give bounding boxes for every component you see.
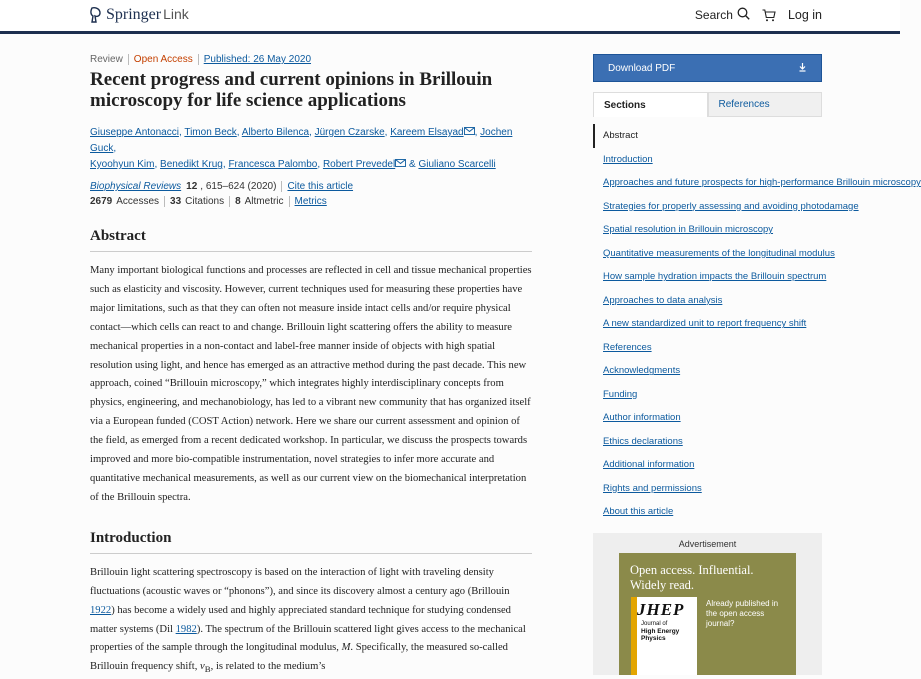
author-link[interactable]: Robert Prevedel (322, 159, 396, 170)
journal-volume: 12 (186, 181, 198, 192)
divider (289, 196, 290, 207)
toc-item[interactable]: Quantitative measurements of the longitudinal modulus (603, 247, 835, 259)
toc-item[interactable]: About this article (603, 506, 674, 518)
journal-link[interactable]: Biophysical Reviews (90, 181, 182, 192)
intro-part: ) has become a widely used and highly appreciated standard technique for studying condensed matter systems (Dil (90, 604, 511, 635)
toc-item[interactable]: How sample hydration impacts the Brillouin spectrum (603, 271, 827, 283)
article-sidebar (593, 54, 921, 524)
divider (281, 181, 282, 192)
jhep-logo: JHEP (637, 600, 685, 619)
open-access-badge: Open Access (133, 54, 193, 65)
toc-item[interactable]: Rights and permissions (603, 482, 702, 494)
toc-item[interactable]: Additional information (603, 459, 695, 471)
ad-headline-line: Open access. Influential. (630, 563, 754, 577)
ad-headline (630, 563, 796, 593)
journal-pages: , 615–624 (2020) (200, 181, 277, 192)
author-link[interactable]: Jürgen Czarske (314, 127, 385, 138)
divider (229, 196, 230, 207)
altmetric-label: Altmetric (244, 196, 284, 207)
envelope-icon[interactable] (395, 159, 406, 170)
download-icon (798, 62, 807, 75)
reference-link[interactable]: 1982 (175, 623, 197, 635)
tab-references[interactable]: References (708, 92, 823, 117)
modulus-symbol: M (341, 642, 351, 654)
intro-part: ). The spectrum of the Brillouin scattered light gives access to the mechanical properties of the sample through the longitudinal modulus, (90, 623, 526, 654)
journal-of: Journal of (641, 621, 668, 627)
toc-item[interactable]: Acknowledgments (603, 365, 681, 377)
divider (128, 54, 129, 65)
intro-part: , is related to the medium’s (210, 661, 326, 673)
article-metrics (90, 196, 532, 207)
divider (164, 196, 165, 207)
article-meta (90, 54, 532, 65)
intro-part: Brillouin light scattering spectroscopy is based on the interaction of light with traveling density fluctuations (acoustic waves or “phonons”), and since its discovery almost a century ago (Brillouin (90, 566, 510, 597)
author-link[interactable]: Giuseppe Antonacci (90, 127, 179, 138)
download-pdf-label: Download PDF (608, 62, 676, 74)
springer-horse-icon (89, 6, 103, 24)
journal-cover-title (641, 621, 697, 642)
toc-item[interactable]: References (603, 341, 652, 353)
frequency-symbol: ν (200, 661, 205, 673)
journal-cover (631, 597, 697, 675)
introduction-text (90, 564, 532, 679)
author-link[interactable]: Kyoohyun Kim (90, 159, 155, 170)
toc-item[interactable]: A new standardized unit to report frequency shift (603, 318, 807, 330)
toc-item[interactable]: Spatial resolution in Brillouin microscopy (603, 224, 774, 236)
search-icon (737, 7, 750, 23)
author-link[interactable]: Timon Beck (184, 127, 237, 138)
toc-item[interactable]: Approaches to data analysis (603, 294, 723, 306)
article-main (90, 40, 532, 679)
author-link[interactable]: Benedikt Krug (160, 159, 223, 170)
citations-count: 33 (170, 196, 182, 207)
search-label: Search (694, 8, 733, 22)
author-link[interactable]: Kareem Elsayad (390, 127, 464, 138)
advertisement (593, 533, 822, 675)
accesses-label: Accesses (116, 196, 160, 207)
envelope-icon[interactable] (464, 127, 475, 138)
springerlink-logo[interactable] (89, 5, 189, 25)
ad-label: Advertisement (678, 539, 737, 549)
altmetric-count: 8 (235, 196, 241, 207)
sidebar-tabs (593, 92, 822, 117)
author-link[interactable]: Francesca Palombo (228, 159, 318, 170)
article-type: Review (90, 54, 123, 65)
author-link[interactable]: Giuliano Scarcelli (418, 159, 496, 170)
search-button[interactable] (695, 7, 750, 23)
toc-item[interactable]: Ethics declarations (603, 435, 683, 447)
abstract-heading: Abstract (90, 228, 532, 252)
intro-part: . Specifically, the measured so-called Brillouin frequency shift, (90, 642, 508, 673)
toc-item[interactable]: Approaches and future prospects for high-performance Brillouin microscopy (603, 177, 921, 189)
author-link[interactable]: Jochen Guck (90, 127, 513, 154)
abstract-text: Many important biological functions and processes are reflected in cell and tissue mechanical properties such as elasticity and viscosity. However, current techniques used for measuring these properties have major limitations, such as that they can often not measure inside intact cells and/or require physical contact—which cells can react to and change. Brillouin light scattering offers the ability to measure mechanical properties in a non-contact and label-free manner inside of objects with high spatial resolution using light, and hence has emerged as an attractive method during the past decade. This new approach, coined “Brillouin microscopy,” which integrates highly interdisciplinary concepts from physics, engineering, and mechanobiology, has led to a vibrant new community that has organized itself via a European funded (COST Action) network. Here we share our current assessment and opinion of the field, as emerged from a recent dedicated workshop. In particular, we discuss the prospects towards improved and more bio-compatible instrumentation, novel strategies to infer more accurate and quantitative mechanical measurements, as well as our current view on the biomechanical interpretation of the Brillouin spectra. (90, 265, 532, 503)
divider (198, 54, 199, 65)
reference-link[interactable]: 1922 (90, 604, 112, 616)
cart-icon[interactable] (762, 9, 776, 22)
introduction-heading: Introduction (90, 530, 532, 554)
site-header (0, 0, 900, 34)
journal-cover-name: High Energy Physics (641, 628, 680, 642)
logo-link: Link (163, 6, 189, 22)
author-list: Giuseppe Antonacci, Timon Beck, Alberto Bilenca, Jürgen Czarske, Kareem Elsayad , Jochen Guck, Kyoohyun Kim, Benedikt Krug, Francesca Palombo, Robert Prevedel & Giuliano Scarcelli (90, 127, 513, 170)
toc-item[interactable]: Author information (603, 412, 681, 424)
toc-item[interactable]: Strategies for properly assessing and avoiding photodamage (603, 200, 859, 212)
metrics-link[interactable]: Metrics (294, 196, 327, 207)
article-title: Recent progress and current opinions in Brillouin microscopy for life science applications (90, 69, 493, 111)
ad-question: Already published in the open access journal? (706, 599, 779, 628)
login-link[interactable]: Log in (787, 8, 822, 22)
author-link[interactable]: Alberto Bilenca (241, 127, 310, 138)
download-pdf-button[interactable] (593, 54, 822, 82)
published-date-link[interactable]: Published: 26 May 2020 (203, 54, 312, 65)
citations-label: Citations (185, 196, 225, 207)
ad-banner[interactable] (619, 553, 796, 675)
logo-brand: Springer (106, 6, 162, 23)
toc-item[interactable]: Introduction (603, 153, 653, 165)
journal-info (90, 181, 532, 192)
accesses-count: 2679 (90, 196, 113, 207)
ad-headline-line: Widely read. (630, 578, 695, 592)
frequency-subscript: B (204, 664, 211, 675)
cite-article-link[interactable]: Cite this article (287, 181, 354, 192)
tab-sections[interactable]: Sections (593, 92, 708, 117)
toc-item[interactable]: Funding (603, 388, 638, 400)
table-of-contents (593, 124, 921, 524)
toc-item[interactable]: Abstract (593, 124, 822, 148)
